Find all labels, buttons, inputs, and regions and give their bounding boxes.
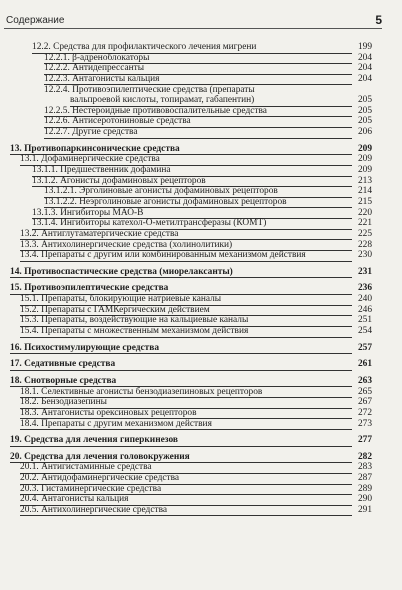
toc-entry-page: 290 (357, 494, 372, 505)
toc-entry-title: 15.1. Препараты, блокирующие натриевые каналы (20, 294, 222, 305)
toc-entry-page: 220 (357, 207, 372, 218)
toc-entry-rule (10, 370, 352, 371)
toc-entry (10, 127, 372, 138)
toc-entry-title: 12.2.2. Антидепрессанты (44, 63, 145, 74)
toc-entry (10, 229, 372, 240)
toc-entry (10, 462, 372, 473)
toc-entry-page: 231 (357, 266, 372, 277)
toc-entry-title: 12.2.7. Другие средства (44, 127, 138, 138)
toc-entry-page: 205 (357, 95, 372, 106)
toc-entry-rule (10, 446, 352, 447)
toc-entry-rule (20, 261, 352, 262)
toc-entry-page: 204 (357, 63, 372, 74)
toc-entry (10, 42, 372, 53)
toc-entry-rule (10, 353, 352, 354)
toc-entry (10, 343, 372, 354)
toc-entry-page: 236 (357, 283, 372, 294)
toc-entry-rule (10, 277, 352, 278)
toc-entry (10, 484, 372, 495)
toc-entry-title: 17. Седативные средства (10, 359, 116, 370)
toc-entry-page: 246 (357, 304, 372, 315)
toc-entry-title: 14. Противоспастические средства (миорелаксанты) (10, 266, 233, 277)
toc-entry-rule (20, 429, 352, 430)
toc-entry-page: 199 (357, 42, 372, 52)
toc-entry-page: 209 (357, 154, 372, 165)
toc-entry (10, 144, 372, 155)
toc-entry-page: 209 (357, 143, 372, 154)
toc-entry-title: 13.3. Антихолинергические средства (холинолитики) (20, 239, 233, 250)
toc-entry (10, 494, 372, 505)
toc-entry-page: 205 (357, 116, 372, 127)
toc-entry-title: 13.2. Антиглутаматергические средства (20, 228, 179, 239)
toc-entry-page: 277 (357, 435, 372, 446)
toc-entry-title: 20.5. Антихолинергические средства (20, 504, 168, 515)
table-of-contents (10, 42, 372, 516)
toc-entry (10, 106, 372, 117)
toc-entry-title: 18. Снотворные средства (10, 375, 117, 386)
toc-entry (10, 267, 372, 278)
toc-entry-page: 225 (357, 228, 372, 239)
toc-entry-title: вальпроевой кислоты, топирамат, габапентин) (70, 95, 255, 106)
toc-entry-title: 18.3. Антагонисты орексиновых рецепторов (20, 407, 197, 418)
toc-entry-rule (44, 138, 352, 139)
toc-entry-title: 16. Психостимулирующие средства (10, 342, 160, 353)
toc-entry-title: 20.3. Гистаминергические средства (20, 483, 162, 494)
toc-entry (10, 116, 372, 127)
toc-entry (10, 294, 372, 305)
toc-entry-title: 13.1.2.2. Неэрголиновые агонисты дофаминовых рецепторов (44, 196, 287, 207)
toc-entry-page: 251 (357, 315, 372, 326)
toc-entry (10, 74, 372, 85)
toc-entry (10, 305, 372, 316)
toc-entry-title: 12.2.1. β-адреноблокаторы (44, 52, 150, 63)
toc-entry (10, 435, 372, 446)
toc-entry (10, 186, 372, 197)
toc-entry-title: 13.1.2.1. Эрголиновые агонисты дофаминовых рецепторов (44, 186, 278, 197)
toc-entry-page: 240 (357, 294, 372, 305)
toc-entry-page: 267 (357, 397, 372, 408)
toc-entry-title: 13.1.2. Агонисты дофаминовых рецепторов (32, 175, 206, 186)
toc-entry (10, 85, 372, 96)
toc-entry-page: 204 (357, 52, 372, 63)
toc-entry-title: 20.1. Антигистаминные средства (20, 462, 152, 473)
toc-entry-page: 204 (357, 73, 372, 84)
toc-entry-page: 291 (357, 504, 372, 515)
toc-entry-page: 261 (357, 359, 372, 370)
toc-entry-title: 18.4. Препараты с другим механизмом действия (20, 418, 212, 429)
toc-entry-page: 265 (357, 386, 372, 397)
toc-entry-title: 13.1.3. Ингибиторы МАО-В (32, 207, 144, 218)
toc-entry-title: 13.1.1. Предшественник дофамина (32, 165, 171, 176)
toc-entry-page: 272 (357, 407, 372, 418)
toc-entry-page: 221 (357, 218, 372, 229)
toc-entry (10, 283, 372, 294)
page-header (4, 4, 382, 29)
toc-entry-title: 18.1. Селективные агонисты бензодиазепиновых рецепторов (20, 386, 263, 397)
toc-entry-title: 18.2. Бензодиазепины (20, 397, 107, 408)
toc-entry-page: 263 (357, 375, 372, 386)
toc-entry (10, 95, 372, 106)
toc-entry-title: 15.3. Препараты, воздействующие на кальциевые каналы (20, 315, 249, 326)
toc-entry (10, 53, 372, 64)
toc-entry-title: 20. Средства для лечения головокружения (10, 451, 190, 462)
toc-entry (10, 473, 372, 484)
toc-entry-title: 15.2. Препараты с ГАМКергическим действием (20, 304, 210, 315)
toc-entry (10, 208, 372, 219)
toc-entry-title: 15.4. Препараты с множественным механизмом действия (20, 326, 249, 337)
toc-entry-title: 12.2.6. Антисеротониновые средства (44, 116, 191, 127)
toc-entry (10, 408, 372, 419)
toc-entry-title: 13.1. Дофаминергические средства (20, 154, 160, 165)
toc-entry (10, 359, 372, 370)
toc-entry-page: 214 (357, 186, 372, 197)
toc-entry-rule (20, 515, 352, 516)
toc-entry-page: 287 (357, 473, 372, 484)
toc-entry (10, 240, 372, 251)
toc-entry-page: 206 (357, 127, 372, 138)
toc-entry-title: 13.1.4. Ингибиторы катехол-О-метилтрансферазы (КОМТ) (32, 218, 267, 229)
toc-entry-title: 19. Средства для лечения гиперкинезов (10, 435, 178, 446)
toc-entry (10, 165, 372, 176)
toc-entry-page: 230 (357, 250, 372, 261)
toc-entry-page: 209 (357, 165, 372, 176)
toc-entry-page: 215 (357, 196, 372, 207)
toc-entry-title: 12.2. Средства для профилактического лечения мигрени (32, 42, 257, 52)
toc-entry-title: 15. Противоэпилептические средства (10, 283, 169, 294)
toc-entry-page: 228 (357, 239, 372, 250)
toc-entry (10, 376, 372, 387)
toc-entry (10, 176, 372, 187)
toc-entry (10, 250, 372, 261)
toc-entry-page: 254 (357, 326, 372, 337)
toc-entry-title: 12.2.3. Антагонисты кальция (44, 73, 160, 84)
toc-entry (10, 419, 372, 430)
toc-entry-title: 20.4. Антагонисты кальция (20, 494, 129, 505)
toc-entry (10, 218, 372, 229)
toc-entry-title: 20.2. Антидофаминергические средства (20, 473, 180, 484)
toc-entry-page: 283 (357, 462, 372, 473)
toc-entry (10, 326, 372, 337)
toc-entry-page: 213 (357, 175, 372, 186)
toc-entry (10, 452, 372, 463)
toc-entry-page: 273 (357, 418, 372, 429)
toc-entry (10, 387, 372, 398)
toc-entry (10, 397, 372, 408)
toc-entry-page: 289 (357, 483, 372, 494)
toc-entry-title: 12.2.4. Противоэпилептические средства (препараты (44, 84, 255, 95)
toc-entry-title: 12.2.5. Нестероидные противовоспалительные средства (44, 105, 267, 116)
toc-entry-title: 13.4. Препараты с другим или комбинированным механизмом действия (20, 250, 306, 261)
toc-entry-rule (20, 337, 352, 338)
header-title: Содержание (6, 15, 65, 26)
toc-entry (10, 63, 372, 74)
toc-entry (10, 197, 372, 208)
toc-entry-page: 205 (357, 105, 372, 116)
toc-entry-title: 13. Противопаркинсонические средства (10, 143, 180, 154)
toc-entry-page: 257 (357, 342, 372, 353)
toc-entry-page: 282 (357, 451, 372, 462)
toc-entry (10, 505, 372, 516)
header-page-number: 5 (375, 13, 382, 27)
toc-entry (10, 154, 372, 165)
toc-entry (10, 315, 372, 326)
